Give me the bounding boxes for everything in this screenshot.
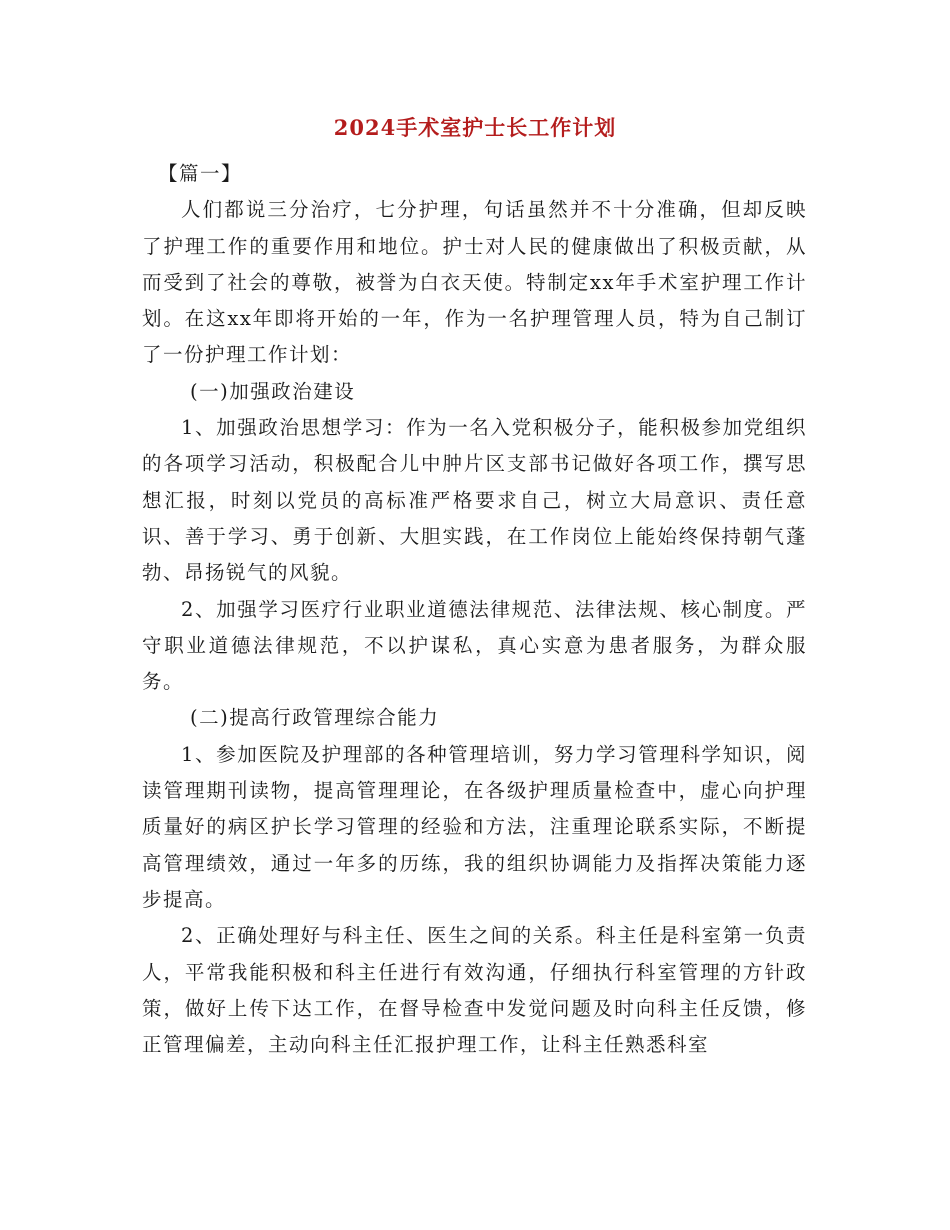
document-body [142,156,807,1063]
paragraph-intro: 人们都说三分治疗，七分护理，句话虽然并不十分准确，但却反映了护理工作的重要作用和地位。护士对人民的健康做出了积极贡献，从而受到了社会的尊敬，被誉为白衣天使。特制定xx年手术室护理工作计划。在这xx年即将开始的一年，作为一名护理管理人员，特为自己制订了一份护理工作计划： [142,198,807,367]
subheading-management: (二)提高行政管理综合能力 [190,706,440,730]
paragraph-political-2: 2、加强学习医疗行业职业道德法律规范、法律法规、核心制度。严守职业道德法律规范，不以护谋私，真心实意为患者服务，为群众服务。 [142,597,807,694]
subheading-political: (一)加强政治建设 [190,379,356,403]
paragraph-management-1: 1、参加医院及护理部的各种管理培训，努力学习管理科学知识，阅读管理期刊读物，提高管理理论，在各级护理质量检查中，虚心向护理质量好的病区护长学习管理的经验和方法，注重理论联系实际，不断提高管理绩效，通过一年多的历练，我的组织协调能力及指挥决策能力逐步提高。 [142,742,807,911]
paragraph-management-2: 2、正确处理好与科主任、医生之间的关系。科主任是科室第一负责人，平常我能积极和科主任进行有效沟通，仔细执行科室管理的方针政策，做好上传下达工作，在督导检查中发觉问题及时向科主任反馈，修正管理偏差，主动向科主任汇报护理工作，让科主任熟悉科室 [142,924,807,1057]
document-title: 2024手术室护士长工作计划 [333,115,617,140]
paragraph-political-1: 1、加强政治思想学习：作为一名入党积极分子，能积极参加党组织的各项学习活动，积极配合儿中肿片区支部书记做好各项工作，撰写思想汇报，时刻以党员的高标准严格要求自己，树立大局意识、责任意识、善于学习、勇于创新、大胆实践，在工作岗位上能始终保持朝气蓬勃、昂扬锐气的风貌。 [142,416,807,585]
section-label: 【篇一】 [158,162,243,185]
